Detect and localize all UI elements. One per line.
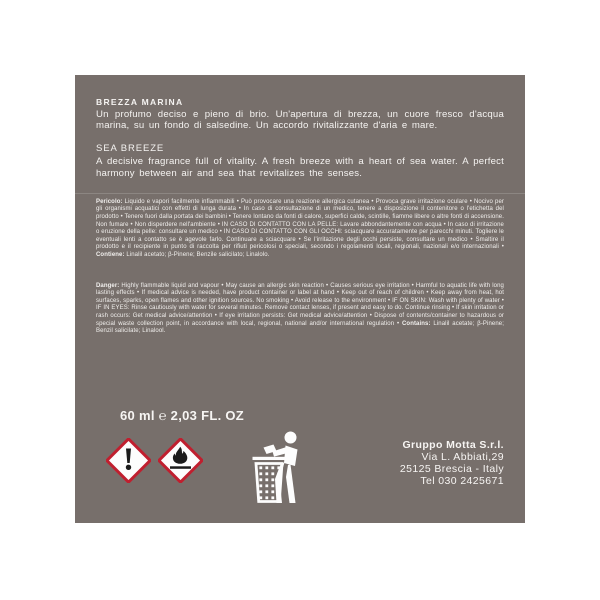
contains-lead-english: Contains: xyxy=(402,320,431,327)
hazard-statement-italian xyxy=(96,199,504,260)
company-address-block xyxy=(400,439,504,487)
exclamation-mark-hazard-icon xyxy=(106,438,151,488)
company-phone: Tel 030 2425671 xyxy=(420,475,504,487)
tidyman-dispose-icon xyxy=(252,429,306,511)
product-title-italian: BREZZA MARINA xyxy=(96,97,184,107)
net-volume: 60 ml ℮ 2,03 FL. OZ xyxy=(120,408,245,423)
contains-list-english: Linalil acetate; β-Pinene; Benzil salicilate; Linalool. xyxy=(96,320,504,335)
contains-list-italian: Linalil acetato; β-Pinene; Benzile salicilato; Linalolo. xyxy=(124,251,270,258)
product-title-english: SEA BREEZE xyxy=(96,143,165,155)
company-street: Via L. Abbiati,29 xyxy=(421,451,504,463)
product-label xyxy=(75,75,525,523)
product-description-english: A decisive fragrance full of vitality. A fresh breeze with a heart of sea water. A perfect harmony between air and sea that revitalizes the senses. xyxy=(96,156,504,179)
label-footer xyxy=(96,438,504,511)
hazard-lead-english: Danger: xyxy=(96,282,120,289)
hazard-lead-italian: Pericolo: xyxy=(96,198,123,205)
company-name: Gruppo Motta S.r.l. xyxy=(402,439,504,451)
hazard-body-italian: Liquido e vapori facilmente infiammabili • Può provocare una reazione allergica cutanea • Provoca grave irritazione oculare • Nocivo per gli organismi acquatici con effetti di lunga durata • In caso di consultazione di un medico, tenere a disposizione il contenitore o l'etichetta del prodotto • Tenere fuori dalla portata dei bambini • Tenere lontano da fonti di calore, superfici calde, scintille, fiamme libere o altre fonti di accensione. Non fumare • Non disperdere nell'ambiente • IN CASO DI CONTATTO CON LA PELLE: Lavare abbondantemente con acqua • In caso di irritazione o eruzione della pelle: consultare un medico • IN CASO DI CONTATTO CON GLI OCCHI: sciacquare accuratamente per parecchi minuti. Togliere le eventuali lenti a contatto se è agevole farlo. Continuare a sciacquare • Se l'irritazione degli occhi persiste, consultare un medico • Smaltire il prodotto e il recipiente in punto di raccolta per rifiuti pericolosi o speciali, secondo i regolamenti locali, regionali, nazionali e/o internazionali • xyxy=(96,198,504,251)
hazard-statement-english xyxy=(96,283,504,336)
hazard-statements-section xyxy=(75,193,525,336)
hazard-body-english: Highly flammable liquid and vapour • May cause an allergic skin reaction • Causes serious eye irritation • Harmful to aquatic life with long lasting effects • If medical advice is needed, have product container or label at hand • Keep out of reach of children • Keep away from heat, hot surfaces, sparks, open flames and other ignition sources. No smoking • Avoid release to the environment • IF ON SKIN: Wash with plenty of water • IF IN EYES: Rinse cautiously with water for several minutes. Remove contact lenses, if present and easy to do. Continue rinsing • If skin irritation or rash occurs: Get medical advice/attention • If eye irritation persists: Get medical advice/attention • Dispose of contents/container to hazardous or special waste collection point, in accordance with local, regional, national and/or international regulation • xyxy=(96,282,504,327)
product-description-italian: Un profumo deciso e pieno di brio. Un'apertura di brezza, un cuore fresco d'acqua marina, su un fondo di salsedine. Un accordo rivitalizzante d'aria e mare. xyxy=(96,109,504,132)
company-city: 25125 Brescia - Italy xyxy=(399,463,504,475)
ghs-pictograms xyxy=(106,438,203,488)
contains-lead-italian: Contiene: xyxy=(96,251,125,258)
flame-hazard-icon xyxy=(158,438,203,488)
